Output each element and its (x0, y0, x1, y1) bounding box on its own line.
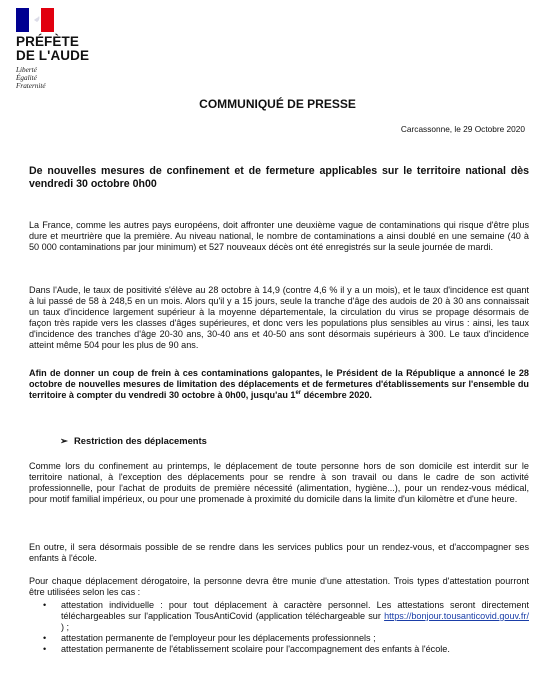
prefecture-name (16, 35, 136, 63)
list-item-text: attestation permanente de l'employeur pour les déplacements professionnels ; (61, 632, 376, 643)
republic-motto (16, 66, 136, 90)
document-date: Carcassonne, le 29 Octobre 2020 (400, 124, 525, 134)
prefecture-line-1: PRÉFÈTE (16, 34, 79, 49)
attestation-list (29, 600, 529, 655)
list-item (29, 633, 529, 644)
arrow-bullet-icon: ➢ (60, 435, 68, 446)
announcement-end: décembre 2020. (301, 389, 372, 400)
paragraph-announcement (29, 368, 529, 401)
headline: De nouvelles mesures de confinement et de fermeture applicables sur le territoire national dès vendredi 30 octobre 0h00 (29, 165, 529, 190)
list-item-text: attestation permanente de l'établissement scolaire pour l'accompagnement des enfants à l'école. (61, 643, 450, 654)
paragraph-national-situation: La France, comme les autres pays européens, doit affronter une deuxième vague de contaminations qui risque d'être plus dure et meurtrière que la première. Au niveau national, le nombre de contaminations a ainsi doublé en une semaine (40 à 50 000 contaminations par jour minimum) et 527 nouveaux décès ont été enregistrés sur la seule journée de mardi. (29, 220, 529, 252)
motto-egalite: Égalité (16, 74, 37, 82)
bullet-dot-icon: • (43, 632, 47, 643)
prefecture-logo (16, 8, 136, 90)
bullet-dot-icon: • (43, 600, 47, 610)
list-item (29, 600, 529, 633)
list-item-text-end: ) ; (61, 621, 70, 632)
section-title: Restriction des déplacements (74, 435, 207, 446)
motto-liberte: Liberté (16, 66, 37, 74)
motto-fraternite: Fraternité (16, 82, 46, 90)
marianne-flag-icon (16, 8, 54, 32)
list-item-text: attestation individuelle : pour tout déplacement à caractère personnel. Les attestations seront directement téléchargeables sur l'application TousAntiCovid (application téléchargeable sur (61, 600, 529, 621)
paragraph-public-services: En outre, il sera désormais possible de se rendre dans les services publics pour un rendez-vous, et d'accompagner ses enfants à l'école. (29, 542, 529, 563)
paragraph-attestations: Pour chaque déplacement dérogatoire, la personne devra être munie d'une attestation. Trois types d'attestation pourront être utilisées selon les cas : (29, 576, 529, 597)
prefecture-line-2: DE L'AUDE (16, 48, 90, 63)
announcement-superscript: er (295, 389, 302, 396)
tousanticovid-link[interactable]: https://bonjour.tousanticovid.gouv.fr/ (384, 610, 529, 621)
paragraph-movement-rules: Comme lors du confinement au printemps, le déplacement de toute personne hors de son domicile est interdit sur le territoire national, à l'exception des déplacements pour se rendre à son travail ou dans le cadre de son activité professionnelle, pour l'achat de produits de première nécessité (alimentation, hygiène...), pour un rendez-vous médical, pour motif familial impérieux, ou pour une promenade à proximité du domicile dans la limite d'un kilomètre et d'une heure. (29, 461, 529, 504)
announcement-text: Afin de donner un coup de frein à ces contaminations galopantes, le Président de la République a annoncé le 28 octobre de nouvelles mesures de limitation des déplacements et de fermetures d'établissements sur l'ensemble du territoire à compter du vendredi 30 octobre à 0h00, jusqu'au 1 (29, 368, 529, 400)
paragraph-aude-situation: Dans l'Aude, le taux de positivité s'élève au 28 octobre à 14,9 (contre 4,6 % il y a un mois), et le taux d'incidence est quant à lui passé de 58 à 248,5 en un mois. Alors qu'il y a 15 jours, seule la tranche d'âge des audois de 20 à 30 ans connaissait un taux d'incidence largement supérieur à la moyenne départementale, la circulation du virus se propage désormais de façon très rapide vers les classes d'âges supérieures, et donc vers les populations plus sensibles au virus : ainsi, les taux d'incidence des tranches d'âge 20-30 ans, 30-40 ans et 40-50 ans sont désormais supérieurs à 300. Le taux d'incidence atteint même 504 pour les plus de 90 ans. (29, 285, 529, 350)
bullet-dot-icon: • (43, 643, 47, 654)
section-heading (60, 435, 207, 447)
list-item (29, 644, 529, 655)
document-title: COMMUNIQUÉ DE PRESSE (199, 97, 356, 111)
